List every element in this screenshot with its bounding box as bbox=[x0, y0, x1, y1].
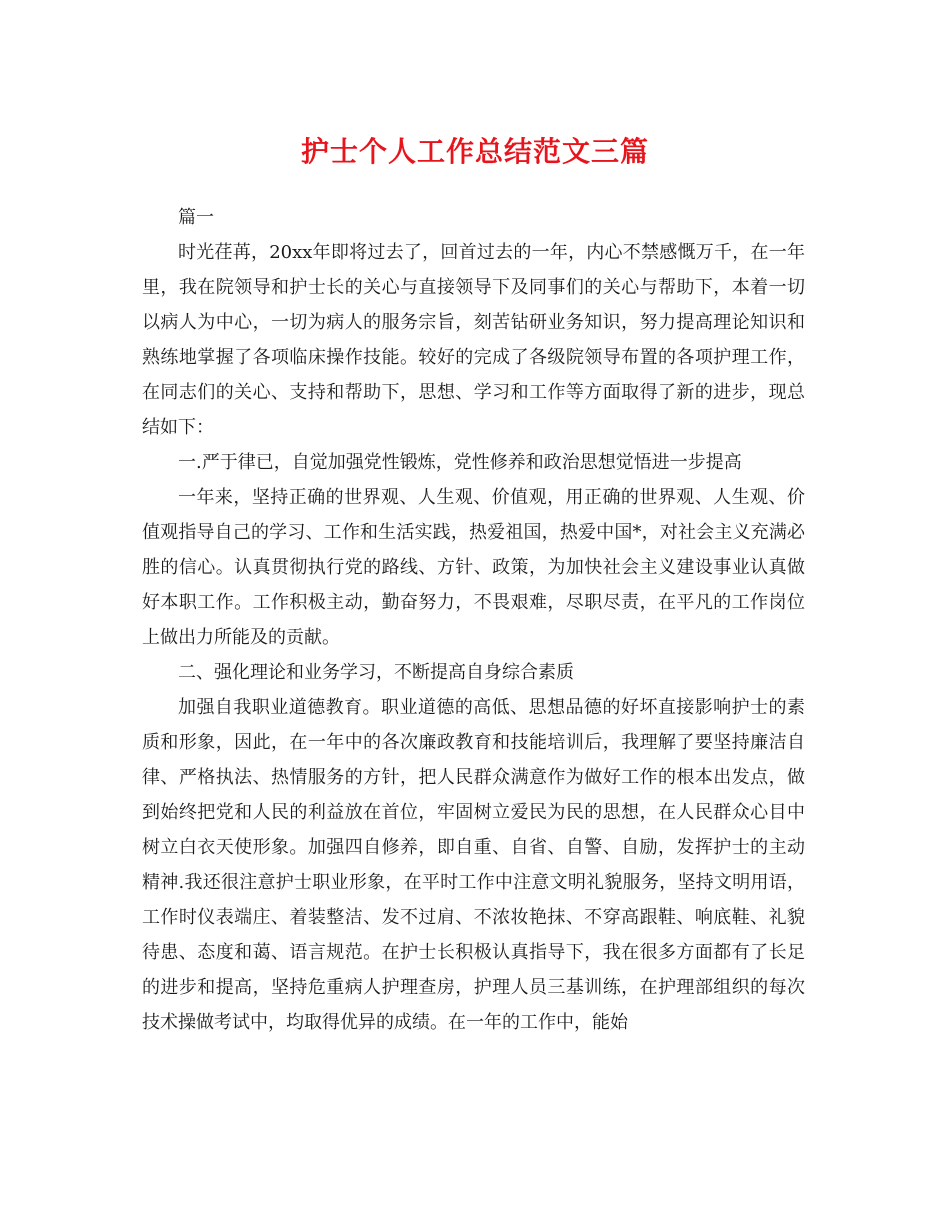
section-heading: 一.严于律已，自觉加强党性锻炼，党性修养和政治思想觉悟进一步提高 bbox=[178, 452, 742, 473]
document-body bbox=[142, 200, 805, 1040]
section-heading: 二、强化理论和业务学习，不断提高自身综合素质 bbox=[178, 662, 574, 683]
document-title: 护士个人工作总结范文三篇 bbox=[300, 135, 649, 168]
paragraph: 一年来，坚持正确的世界观、人生观、价值观，用正确的世界观、人生观、价值观指导自己的学习、工作和生活实践，热爱祖国，热爱中国*，对社会主义充满必胜的信心。认真贯彻执行党的路线、方针、政策，为加快社会主义建设事业认真做好本职工作。工作积极主动，勤奋努力，不畏艰难，尽职尽责，在平凡的工作岗位上做出力所能及的贡献。 bbox=[142, 487, 805, 648]
section-heading: 篇一 bbox=[178, 207, 214, 228]
paragraph: 加强自我职业道德教育。职业道德的高低、思想品德的好坏直接影响护士的素质和形象，因此，在一年中的各次廉政教育和技能培训后，我理解了要坚持廉洁自律、严格执法、热情服务的方针，把人民群众满意作为做好工作的根本出发点，做到始终把党和人民的利益放在首位，牢固树立爱民为民的思想，在人民群众心目中树立白衣天使形象。加强四自修养，即自重、自省、自警、自励，发挥护士的主动精神.我还很注意护士职业形象，在平时工作中注意文明礼貌服务，坚持文明用语，工作时仪表端庄、着装整洁、发不过肩、不浓妆艳抹、不穿高跟鞋、响底鞋、礼貌待患、态度和蔼、语言规范。在护士长积极认真指导下，我在很多方面都有了长足的进步和提高，坚持危重病人护理查房，护理人员三基训练，在护理部组织的每次技术操做考试中，均取得优异的成绩。在一年的工作中，能始 bbox=[142, 697, 805, 1033]
paragraph: 时光荏苒，20xx年即将过去了，回首过去的一年，内心不禁感慨万千，在一年里，我在院领导和护士长的关心与直接领导下及同事们的关心与帮助下，本着一切以病人为中心，一切为病人的服务宗旨，刻苦钻研业务知识，努力提高理论知识和熟练地掌握了各项临床操作技能。较好的完成了各级院领导布置的各项护理工作，在同志们的关心、支持和帮助下，思想、学习和工作等方面取得了新的进步，现总结如下： bbox=[142, 242, 805, 438]
